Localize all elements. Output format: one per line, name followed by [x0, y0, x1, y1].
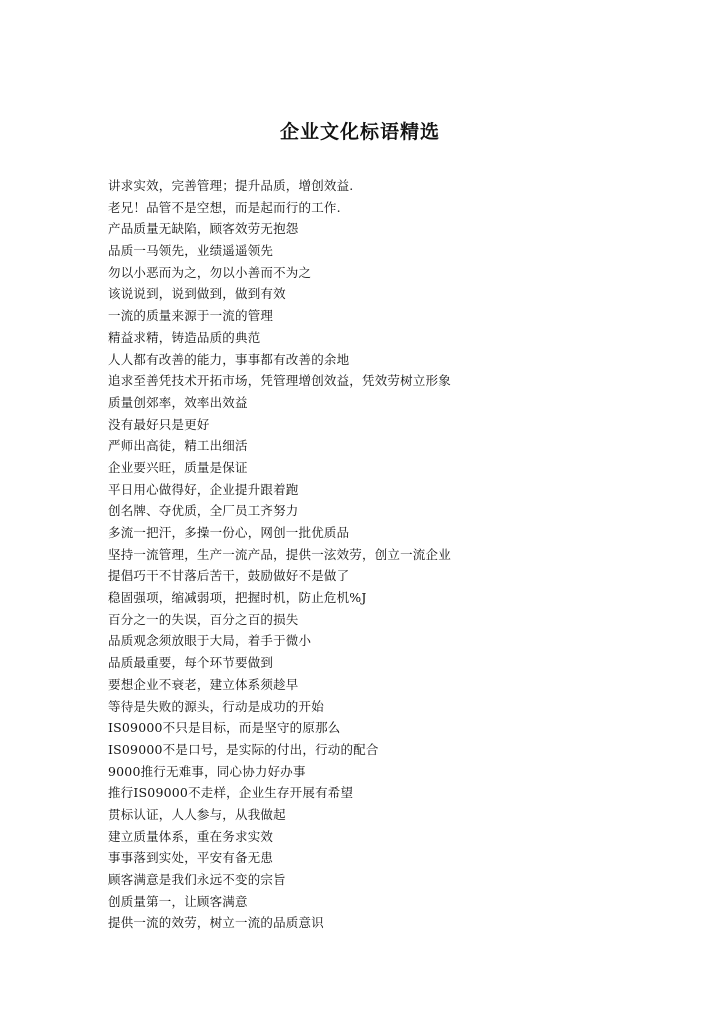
slogan-line: IS09000不只是目标，而是坚守的原那么: [108, 720, 341, 736]
slogan-line: 要想企业不衰老，建立体系须趁早: [108, 676, 299, 692]
slogan-line: 勿以小恶而为之，勿以小善而不为之: [108, 264, 312, 280]
slogan-line: 一流的质量来源于一流的管理: [108, 308, 274, 324]
slogan-line: 追求至善凭技术开拓市场，凭管理增创效益，凭效劳树立形象: [108, 373, 451, 389]
slogan-line: 严师出高徒，精工出细活: [108, 438, 248, 454]
document-title: 企业文化标语精选: [279, 121, 440, 143]
slogan-line: 百分之一的失误，百分之百的损失: [108, 611, 299, 627]
slogan-line: 提倡巧干不甘落后苦干，鼓励做好不是做了: [108, 568, 350, 584]
slogan-line: 该说说到，说到做到，做到有效: [108, 286, 286, 302]
slogan-line: 人人都有改善的能力，事事都有改善的余地: [108, 351, 350, 367]
slogan-line: 9000推行无难事，同心协力好办事: [108, 763, 306, 779]
slogan-line: 贯标认证，人人参与，从我做起: [108, 806, 286, 822]
slogan-line: 品质观念须放眼于大局，着手于微小: [108, 633, 312, 649]
slogan-line: 讲求实效，完善管理；提升品质，增创效益.: [108, 178, 354, 193]
slogan-line: 推行IS09000不走样，企业生存开展有希望: [108, 785, 354, 801]
slogan-line: 顾客满意是我们永远不变的宗旨: [108, 872, 286, 887]
slogan-line: 精益求精，铸造品质的典范: [108, 329, 261, 345]
slogan-line: 产品质量无缺陷，顾客效劳无抱怨: [108, 221, 299, 237]
slogan-line: 建立质量体系，重在务求实效: [108, 828, 274, 844]
slogan-line: 老兄！品管不是空想，而是起而行的工作.: [108, 199, 341, 215]
slogan-line: 多流一把汗，多操一份心，网创一批优质品: [108, 525, 350, 540]
slogan-line: 品质一马领先，业绩遥遥领先: [108, 243, 274, 259]
slogan-line: IS09000不是口号，是实际的付出，行动的配合: [108, 741, 379, 757]
slogan-line: 事事落到实处，平安有备无患: [108, 850, 274, 866]
slogan-line: 平日用心做得好，企业提升跟着跑: [108, 481, 299, 497]
slogan-line: 创名牌、夺优质，全厂员工齐努力: [108, 503, 299, 519]
slogan-line: 品质最重要，每个环节要做到: [108, 655, 274, 671]
slogan-line: 等待是失败的源头，行动是成功的开始: [108, 698, 324, 714]
slogan-line: 没有最好只是更好: [108, 416, 210, 432]
slogan-line: 稳固强项，缩减弱项，把握时机，防止危机%J: [108, 590, 367, 606]
slogan-line: 质量创郊率，效率出效益: [108, 394, 248, 410]
slogan-line: 创质量第一，让顾客满意: [108, 893, 248, 909]
slogan-line: 坚持一流管理，生产一流产品，提供一泫效劳，创立一流企业: [108, 546, 451, 562]
slogan-line: 提供一流的效劳，树立一流的品质意识: [108, 915, 324, 931]
slogan-line: 企业要兴旺，质量是保证: [108, 459, 248, 475]
slogan-list: [108, 175, 668, 934]
